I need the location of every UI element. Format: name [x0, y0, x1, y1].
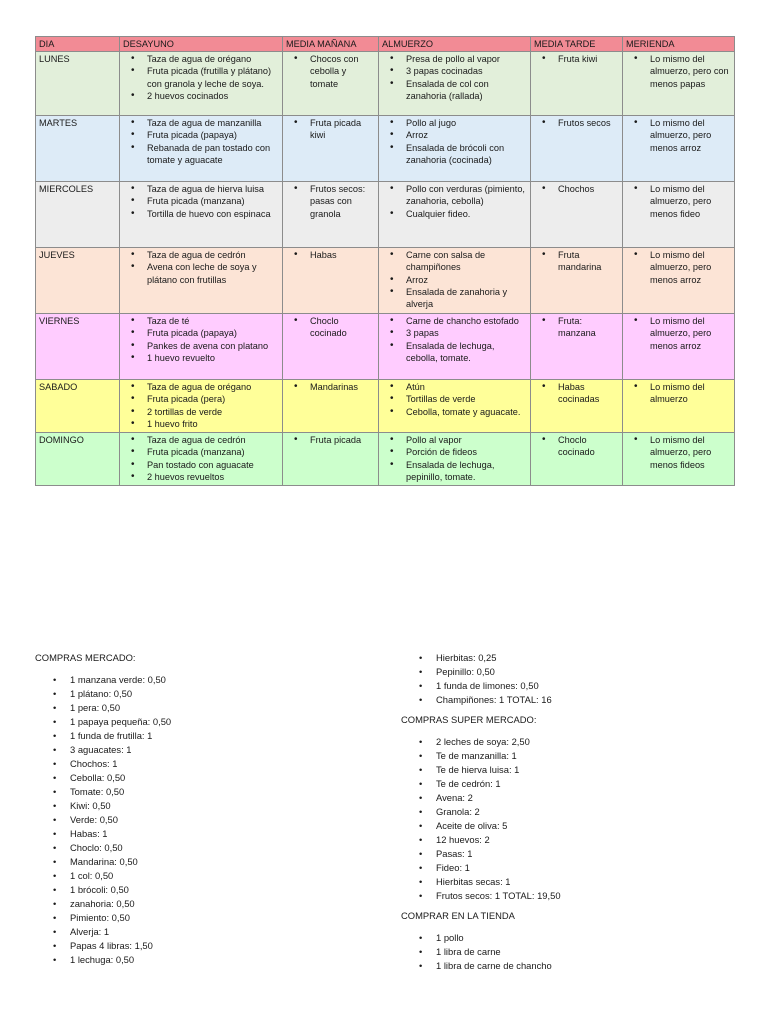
- list-item: • Ensalada de lechuga, pepinillo, tomate.: [406, 459, 527, 483]
- cell-list: [286, 315, 375, 339]
- list-item: • Kiwi: 0,50: [70, 799, 375, 813]
- list-item: • Fruta picada kiwi: [310, 117, 375, 141]
- list-item: • 1 col: 0,50: [70, 869, 375, 883]
- cell-list: [626, 434, 731, 471]
- list-item: • 1 libra de carne: [436, 945, 741, 959]
- day-cell: DOMINGO: [36, 433, 120, 486]
- list-item: • zanahoria: 0,50: [70, 897, 375, 911]
- list-item: • Lo mismo del almuerzo, pero menos arroz: [650, 117, 731, 154]
- compras-mercado-continued-list: [401, 651, 741, 707]
- list-item: • 1 manzana verde: 0,50: [70, 673, 375, 687]
- cell-list: [626, 183, 731, 220]
- cell-list: [534, 117, 619, 129]
- cell-list: [626, 315, 731, 352]
- cell-list: [286, 183, 375, 220]
- cell-list: [382, 315, 527, 364]
- list-item: • Taza de agua de hierva luisa: [147, 183, 279, 195]
- list-item: • 3 aguacates: 1: [70, 743, 375, 757]
- list-item: • Fruta picada (frutilla y plátano) con granola y leche de soya.: [147, 65, 279, 89]
- list-item: • Rebanada de pan tostado con tomate y aguacate: [147, 142, 279, 166]
- cell-list: [123, 381, 279, 430]
- desayuno-cell: [120, 314, 283, 380]
- list-item: • Habas: [310, 249, 375, 261]
- cell-list: [382, 53, 527, 102]
- media-tarde-cell: [531, 248, 623, 314]
- list-item: • Arroz: [406, 129, 527, 141]
- almuerzo-cell: [379, 314, 531, 380]
- list-item: • Atún: [406, 381, 527, 393]
- media-tarde-cell: [531, 116, 623, 182]
- list-item: • 2 huevos revueltos: [147, 471, 279, 483]
- list-item: • Carne de chancho estofado: [406, 315, 527, 327]
- list-item: • 1 funda de frutilla: 1: [70, 729, 375, 743]
- desayuno-cell: [120, 433, 283, 486]
- list-item: • 1 brócoli: 0,50: [70, 883, 375, 897]
- list-item: • Fruta picada (pera): [147, 393, 279, 405]
- list-item: • 1 pera: 0,50: [70, 701, 375, 715]
- list-item: • Pankes de avena con platano: [147, 340, 279, 352]
- list-item: • Pollo al vapor: [406, 434, 527, 446]
- desayuno-cell: [120, 182, 283, 248]
- media-tarde-cell: [531, 380, 623, 433]
- cell-list: [123, 117, 279, 166]
- list-item: • Mandarina: 0,50: [70, 855, 375, 869]
- list-item: • Taza de agua de orégano: [147, 53, 279, 65]
- list-item: • Pollo con verduras (pimiento, zanahoria, cebolla): [406, 183, 527, 207]
- list-item: • Ensalada de zanahoria y alverja: [406, 286, 527, 310]
- cell-list: [382, 381, 527, 418]
- list-item: • Porción de fideos: [406, 446, 527, 458]
- day-cell: MIERCOLES: [36, 182, 120, 248]
- almuerzo-cell: [379, 52, 531, 116]
- table-row: [36, 52, 735, 116]
- list-item: • Fruta: manzana: [558, 315, 619, 339]
- list-item: • Alverja: 1: [70, 925, 375, 939]
- list-item: • Lo mismo del almuerzo, pero menos arroz: [650, 249, 731, 286]
- almuerzo-cell: [379, 380, 531, 433]
- media-tarde-cell: [531, 52, 623, 116]
- list-item: • Tortillas de verde: [406, 393, 527, 405]
- compras-super-mercado-title: COMPRAS SUPER MERCADO:: [401, 714, 537, 725]
- cell-list: [626, 117, 731, 154]
- media-manana-cell: [283, 116, 379, 182]
- list-item: • 3 papas cocinadas: [406, 65, 527, 77]
- table-row: [36, 116, 735, 182]
- list-item: • Pollo al jugo: [406, 117, 527, 129]
- cell-list: [534, 381, 619, 405]
- list-item: • Te de cedrón: 1: [436, 777, 741, 791]
- day-cell: LUNES: [36, 52, 120, 116]
- merienda-cell: [623, 314, 735, 380]
- compras-mercado-list: [35, 673, 375, 967]
- header-dia: DIA: [36, 37, 120, 52]
- list-item: • Taza de agua de cedrón: [147, 434, 279, 446]
- list-item: • Choclo cocinado: [558, 434, 619, 458]
- cell-list: [382, 249, 527, 310]
- list-item: • Tomate: 0,50: [70, 785, 375, 799]
- list-item: • Mandarinas: [310, 381, 375, 393]
- table-row: [36, 248, 735, 314]
- table-row: [36, 433, 735, 486]
- list-item: • Papas 4 libras: 1,50: [70, 939, 375, 953]
- media-manana-cell: [283, 52, 379, 116]
- list-item: • 1 papaya pequeña: 0,50: [70, 715, 375, 729]
- list-item: • Lo mismo del almuerzo, pero menos arroz: [650, 315, 731, 352]
- compras-super-mercado-list: [401, 735, 741, 903]
- list-item: • Choclo: 0,50: [70, 841, 375, 855]
- cell-list: [382, 183, 527, 220]
- list-item: • Chochos: 1: [70, 757, 375, 771]
- list-item: • Fruta picada (manzana): [147, 446, 279, 458]
- almuerzo-cell: [379, 248, 531, 314]
- cell-list: [626, 381, 731, 405]
- list-item: • Fruta picada (papaya): [147, 129, 279, 141]
- almuerzo-cell: [379, 182, 531, 248]
- day-cell: SABADO: [36, 380, 120, 433]
- header-media-manana: MEDIA MAÑANA: [283, 37, 379, 52]
- list-item: • Frutos secos: pasas con granola: [310, 183, 375, 220]
- merienda-cell: [623, 182, 735, 248]
- list-item: • 1 funda de limones: 0,50: [436, 679, 741, 693]
- day-cell: VIERNES: [36, 314, 120, 380]
- list-item: • Chochos: [558, 183, 619, 195]
- list-item: • Hierbitas: 0,25: [436, 651, 741, 665]
- left-shopping-column: [35, 651, 375, 973]
- list-item: • Cebolla: 0,50: [70, 771, 375, 785]
- header-merienda: MERIENDA: [623, 37, 735, 52]
- compras-mercado-title: COMPRAS MERCADO:: [35, 652, 136, 663]
- list-item: • Te de manzanilla: 1: [436, 749, 741, 763]
- list-item: • 1 huevo frito: [147, 418, 279, 430]
- comprar-tienda-title: COMPRAR EN LA TIENDA: [401, 910, 515, 921]
- list-item: • Carne con salsa de champiñones: [406, 249, 527, 273]
- media-tarde-cell: [531, 182, 623, 248]
- list-item: • Taza de té: [147, 315, 279, 327]
- almuerzo-cell: [379, 433, 531, 486]
- cell-list: [286, 117, 375, 141]
- list-item: • Fruta picada: [310, 434, 375, 446]
- cell-list: [626, 53, 731, 90]
- list-item: • Granola: 2: [436, 805, 741, 819]
- list-item: • 3 papas: [406, 327, 527, 339]
- list-item: • Champiñones: 1 TOTAL: 16: [436, 693, 741, 707]
- merienda-cell: [623, 52, 735, 116]
- list-item: • Taza de agua de manzanilla: [147, 117, 279, 129]
- list-item: • Aceite de oliva: 5: [436, 819, 741, 833]
- header-desayuno: DESAYUNO: [120, 37, 283, 52]
- table-header-row: [36, 37, 735, 52]
- list-item: • Lo mismo del almuerzo, pero menos fideos: [650, 434, 731, 471]
- merienda-cell: [623, 116, 735, 182]
- table-row: [36, 182, 735, 248]
- cell-list: [123, 249, 279, 286]
- list-item: • Ensalada de col con zanahoria (rallada): [406, 78, 527, 102]
- list-item: • Pasas: 1: [436, 847, 741, 861]
- list-item: • Fruta kiwi: [558, 53, 619, 65]
- media-tarde-cell: [531, 433, 623, 486]
- cell-list: [286, 249, 375, 261]
- list-item: • Choclo cocinado: [310, 315, 375, 339]
- cell-list: [123, 183, 279, 220]
- media-manana-cell: [283, 380, 379, 433]
- list-item: • Verde: 0,50: [70, 813, 375, 827]
- list-item: • Cualquier fideo.: [406, 208, 527, 220]
- list-item: • Frutos secos: 1 TOTAL: 19,50: [436, 889, 741, 903]
- table-row: [36, 314, 735, 380]
- cell-list: [534, 315, 619, 339]
- list-item: • Fideo: 1: [436, 861, 741, 875]
- header-almuerzo: ALMUERZO: [379, 37, 531, 52]
- desayuno-cell: [120, 116, 283, 182]
- list-item: • Fruta mandarina: [558, 249, 619, 273]
- day-cell: JUEVES: [36, 248, 120, 314]
- list-item: • Pepinillo: 0,50: [436, 665, 741, 679]
- media-manana-cell: [283, 433, 379, 486]
- list-item: • 1 lechuga: 0,50: [70, 953, 375, 967]
- header-media-tarde: MEDIA TARDE: [531, 37, 623, 52]
- list-item: • 1 plátano: 0,50: [70, 687, 375, 701]
- merienda-cell: [623, 248, 735, 314]
- list-item: • 1 pollo: [436, 931, 741, 945]
- cell-list: [534, 434, 619, 458]
- list-item: • 12 huevos: 2: [436, 833, 741, 847]
- list-item: • Ensalada de lechuga, cebolla, tomate.: [406, 340, 527, 364]
- list-item: • 2 huevos cocinados: [147, 90, 279, 102]
- list-item: • Frutos secos: [558, 117, 619, 129]
- list-item: • Pimiento: 0,50: [70, 911, 375, 925]
- list-item: • Habas: 1: [70, 827, 375, 841]
- media-manana-cell: [283, 182, 379, 248]
- cell-list: [286, 381, 375, 393]
- list-item: • Presa de pollo al vapor: [406, 53, 527, 65]
- list-item: • Chocos con cebolla y tomate: [310, 53, 375, 90]
- meal-plan-table: [35, 36, 735, 486]
- media-manana-cell: [283, 248, 379, 314]
- comprar-tienda-list: [401, 931, 741, 973]
- media-tarde-cell: [531, 314, 623, 380]
- list-item: • Cebolla, tomate y aguacate.: [406, 406, 527, 418]
- list-item: • Fruta picada (papaya): [147, 327, 279, 339]
- list-item: • 2 leches de soya: 2,50: [436, 735, 741, 749]
- list-item: • Avena con leche de soya y plátano con frutillas: [147, 261, 279, 285]
- cell-list: [382, 434, 527, 483]
- list-item: • 1 libra de carne de chancho: [436, 959, 741, 973]
- cell-list: [123, 434, 279, 483]
- cell-list: [123, 315, 279, 364]
- list-item: • Arroz: [406, 274, 527, 286]
- cell-list: [123, 53, 279, 102]
- cell-list: [534, 183, 619, 195]
- right-shopping-column: [401, 651, 741, 979]
- list-item: • Taza de agua de cedrón: [147, 249, 279, 261]
- list-item: • Hierbitas secas: 1: [436, 875, 741, 889]
- list-item: • Fruta picada (manzana): [147, 195, 279, 207]
- cell-list: [286, 53, 375, 90]
- cell-list: [626, 249, 731, 286]
- almuerzo-cell: [379, 116, 531, 182]
- cell-list: [286, 434, 375, 446]
- list-item: • Pan tostado con aguacate: [147, 459, 279, 471]
- list-item: • Taza de agua de orégano: [147, 381, 279, 393]
- media-manana-cell: [283, 314, 379, 380]
- day-cell: MARTES: [36, 116, 120, 182]
- cell-list: [534, 53, 619, 65]
- merienda-cell: [623, 433, 735, 486]
- desayuno-cell: [120, 52, 283, 116]
- list-item: • Lo mismo del almuerzo, pero con menos papas: [650, 53, 731, 90]
- list-item: • 1 huevo revuelto: [147, 352, 279, 364]
- list-item: • Habas cocinadas: [558, 381, 619, 405]
- cell-list: [534, 249, 619, 273]
- cell-list: [382, 117, 527, 166]
- list-item: • Lo mismo del almuerzo, pero menos fideo: [650, 183, 731, 220]
- desayuno-cell: [120, 248, 283, 314]
- list-item: • Ensalada de brócoli con zanahoria (cocinada): [406, 142, 527, 166]
- list-item: • 2 tortillas de verde: [147, 406, 279, 418]
- table-row: [36, 380, 735, 433]
- list-item: • Avena: 2: [436, 791, 741, 805]
- list-item: • Lo mismo del almuerzo: [650, 381, 731, 405]
- list-item: • Te de hierva luisa: 1: [436, 763, 741, 777]
- list-item: • Tortilla de huevo con espinaca: [147, 208, 279, 220]
- desayuno-cell: [120, 380, 283, 433]
- merienda-cell: [623, 380, 735, 433]
